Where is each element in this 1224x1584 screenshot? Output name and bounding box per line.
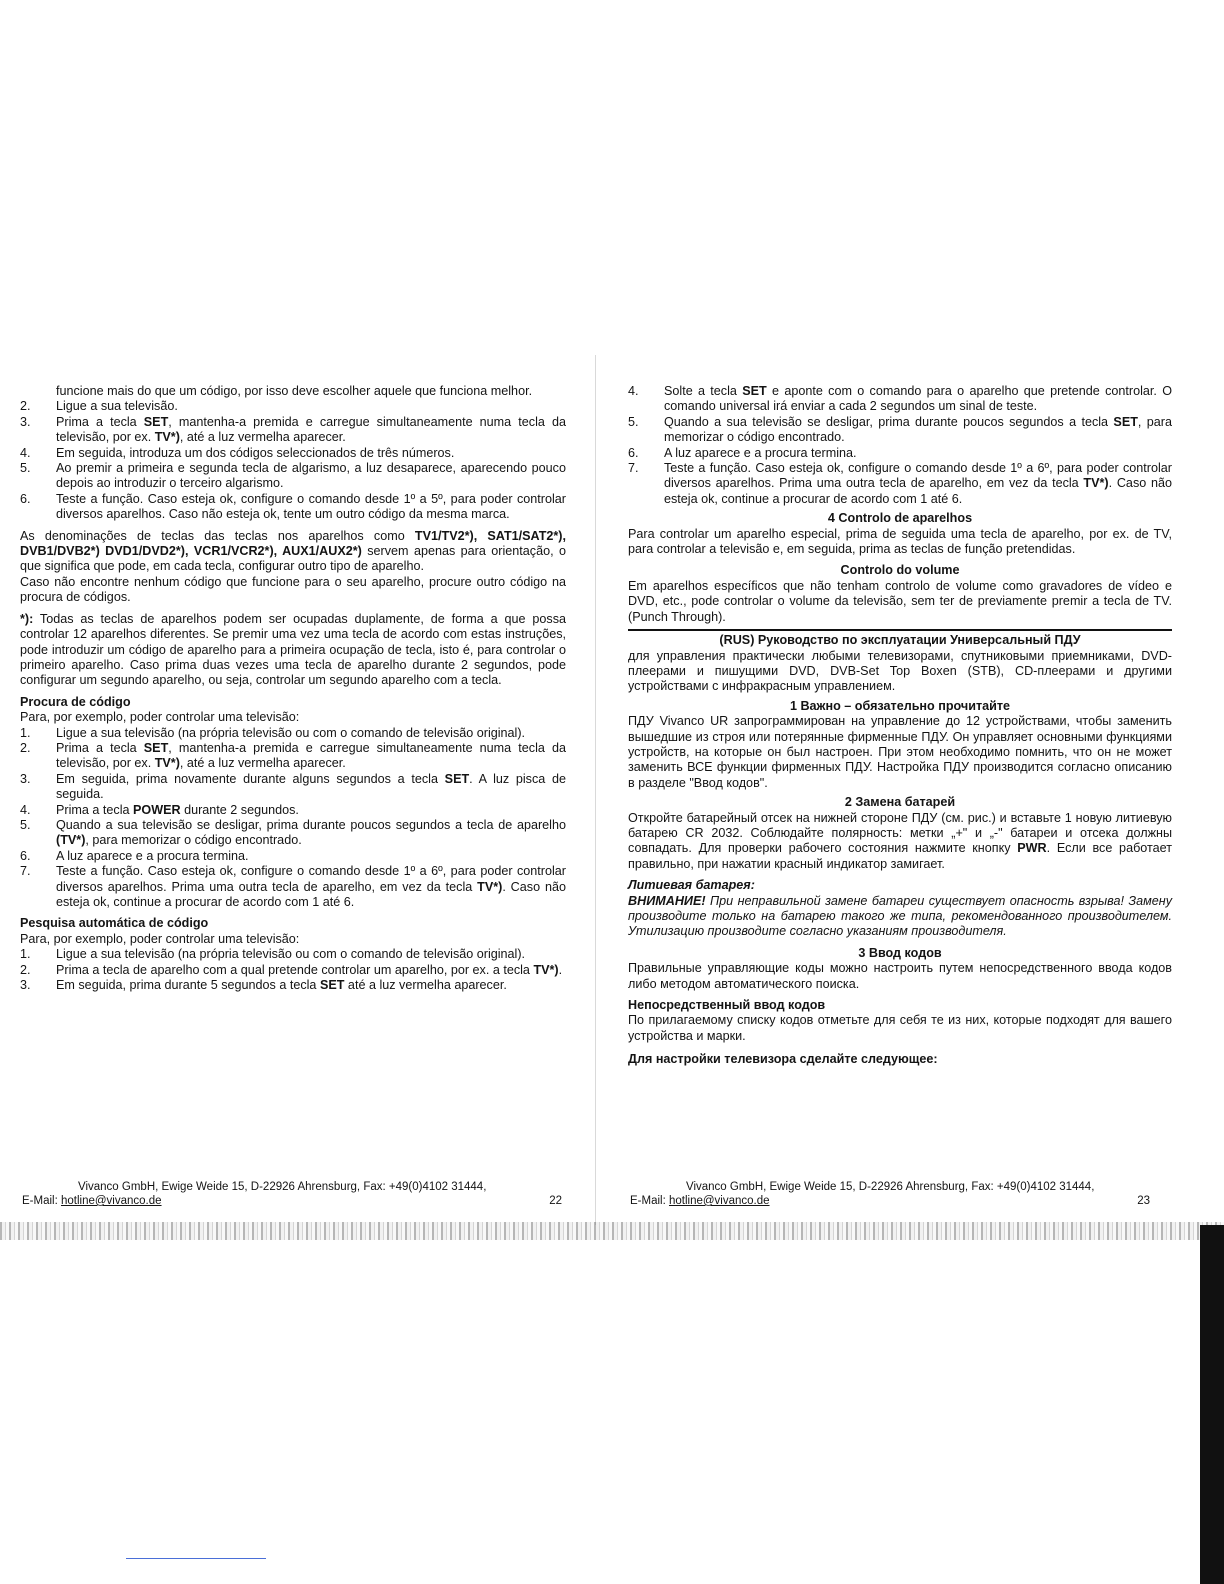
list-item <box>20 849 566 864</box>
list-item-text: Prima a tecla SET, mantenha-a premida e carregue simultaneamente numa tecla da televisão, por ex. TV*), até a luz vermelha aparecer. <box>56 740 566 771</box>
setup-list <box>20 399 566 522</box>
no-code-text: Caso não encontre nenhum código que funcione para o seu aparelho, procure outro código na procura de códigos. <box>20 574 566 605</box>
heading-auto-search: Pesquisa automática de código <box>20 916 209 931</box>
important-text: ПДУ Vivanco UR запрограммирован на управление до 12 устройствами, чтобы заменить вышедшие из строя или потерянные фирменные ПДУ. Он управляет основными функциями устройств, на которые он был настроен. При этом необходимо помнить, что он не может заменить ВСЕ функции фирменных ПДУ. Настройка ПДУ производится согласно описанию в разделе "Ввод кодов". <box>628 714 1172 790</box>
list-item <box>20 741 566 772</box>
volume-control-text: Em aparelhos específicos que não tenham controlo de volume como gravadores de vídeo e DVD, etc., pode controlar o volume da televisão, sem ter de previamente premir a tecla de TV. (Punch Through). <box>628 578 1172 624</box>
list-item <box>628 461 1172 507</box>
heading-code-search: Procura de código <box>20 694 131 709</box>
heading-tv-setup: Для настройки телевизора сделайте следующее: <box>628 1052 938 1067</box>
list-item-number: 5. <box>20 817 31 832</box>
list-item <box>20 772 566 803</box>
list-item-number: 3. <box>20 414 31 429</box>
list-item-text: Ligue a sua televisão (na própria televisão ou com o comando de televisão original). <box>56 725 526 740</box>
footer-address: Vivanco GmbH, Ewige Weide 15, D-22926 Ahrensburg, Fax: +49(0)4102 31444, <box>78 1181 487 1193</box>
direct-entry-text: По прилагаемому списку кодов отметьте для себя те из них, которые подходят для вашего устройства и марки. <box>628 1013 1172 1043</box>
list-item-text: Prima a tecla SET, mantenha-a premida e carregue simultaneamente numa tecla da televisão, por ex. TV*), até a luz vermelha aparecer. <box>56 414 566 445</box>
list-item <box>628 384 1172 415</box>
list-item-number: 5. <box>20 461 31 476</box>
device-control-text: Para controlar um aparelho especial, prima de seguida uma tecla de aparelho, por ex. de TV, para controlar a televisão e, em seguida, prima as teclas de função pretendidas. <box>628 526 1172 557</box>
list-item <box>20 818 566 849</box>
list-item-number: 4. <box>20 445 31 460</box>
heading-rus-manual: (RUS) Руководство по эксплуатации Универсальный ПДУ <box>719 633 1081 648</box>
list-item <box>20 803 566 818</box>
footer-right <box>630 1180 1150 1208</box>
list-item-number: 4. <box>20 802 31 817</box>
list-item-number: 2. <box>20 399 31 414</box>
list-item <box>20 947 566 962</box>
code-search-list <box>20 726 566 911</box>
list-item <box>20 399 566 414</box>
list-item-text: Prima a tecla de aparelho com a qual pretende controlar um aparelho, por ex. a tecla TV*). <box>56 962 563 977</box>
continued-text: funcione mais do que um código, por isso deve escolher aquele que funciona melhor. <box>56 384 533 398</box>
footer-left <box>22 1180 562 1208</box>
list-item-text: A luz aparece e a procura termina. <box>664 445 857 460</box>
list-item-text: Ligue a sua televisão. <box>56 399 178 414</box>
list-item-text: Teste a função. Caso esteja ok, configure o comando desde 1º a 6º, para poder controlar diversos aparelhos. Prima uma outra tecla de aparelho, em vez da tecla TV*). Caso não esteja ok, continue a procurar de acordo com 1 até 6. <box>664 461 1172 506</box>
scan-artifact-band <box>0 1222 1224 1240</box>
list-item-number: 7. <box>20 864 31 879</box>
lithium-battery-title: Литиевая батарея: <box>628 878 755 893</box>
page-fold <box>595 355 596 1225</box>
list-item-text: Em seguida, prima novamente durante alguns segundos a tecla SET. A luz pisca de seguida. <box>56 771 566 802</box>
list-item-number: 2. <box>20 962 31 977</box>
right-page <box>628 384 1172 1068</box>
scan-blue-line <box>126 1558 266 1559</box>
auto-search-list <box>20 947 566 993</box>
list-item <box>20 963 566 978</box>
list-item <box>20 492 566 523</box>
list-item-number: 5. <box>628 414 639 429</box>
footer-address: Vivanco GmbH, Ewige Weide 15, D-22926 Ahrensburg, Fax: +49(0)4102 31444, <box>686 1181 1095 1193</box>
left-page <box>20 384 566 993</box>
list-item-text: Em seguida, introduza um dos códigos seleccionados de três números. <box>56 445 455 460</box>
list-item-text: Ligue a sua televisão (na própria televisão ou com o comando de televisão original). <box>56 947 526 962</box>
auto-search-intro: Para, por exemplo, poder controlar uma televisão: <box>20 931 300 946</box>
heading-direct-entry: Непосредственный ввод кодов <box>628 998 826 1013</box>
list-item-text: Teste a função. Caso esteja ok, configure o comando desde 1º a 6º, para poder controlar diversos aparelhos. Prima uma outra tecla de aparelho, em vez da tecla TV*). Caso não esteja ok, continue a procurar de acordo com 1 até 6. <box>56 864 566 909</box>
lithium-warning-text: ВНИМАНИЕ! При неправильной замене батареи существует опасность взрыва! Замену производите только на батарею такого же типа, рекомендованного производителем. Утилизацию производите согласно указаниям производителя. <box>628 893 1172 939</box>
page-number: 22 <box>549 1195 562 1207</box>
list-item-number: 3. <box>20 771 31 786</box>
scan-dark-edge <box>1200 1225 1224 1584</box>
list-item-text: Prima a tecla POWER durante 2 segundos. <box>56 802 299 817</box>
footer-email-label: E-Mail: <box>22 1195 58 1207</box>
list-item-number: 6. <box>20 491 31 506</box>
key-denominations-text: As denominações de teclas das teclas nos aparelhos como TV1/TV2*), SAT1/SAT2*), DVB1/DVB2*) DVD1/DVD2*), VCR1/VCR2*), AUX1/AUX2*) servem apenas para orientação, o que significa que pode, em cada tecla, configurar outro tipo de aparelho. <box>20 528 566 574</box>
list-item <box>628 446 1172 461</box>
list-item-text: Quando a sua televisão se desligar, prima durante poucos segundos a tecla de aparelho (TV*), para memorizar o código encontrado. <box>56 817 566 848</box>
list-item-number: 6. <box>20 848 31 863</box>
list-item-text: A luz aparece e a procura termina. <box>56 848 249 863</box>
battery-text: Откройте батарейный отсек на нижней стороне ПДУ (см. рис.) и вставьте 1 новую литиевую батарею CR 2032. Соблюдайте полярность: метки „+" и „-" батареи и отсека должны совпадать. Для проверки рабочего состояния нажмите кнопку PWR. Если все работает правильно, при нажатии красный индикатор замигает. <box>628 810 1172 871</box>
footer-email-line <box>630 1194 1150 1208</box>
list-item <box>628 415 1172 446</box>
list-item-number: 4. <box>628 384 639 398</box>
heading-device-control: 4 Controlo de aparelhos <box>827 511 973 526</box>
section-divider <box>628 629 1172 631</box>
list-item <box>20 461 566 492</box>
list-item-number: 2. <box>20 740 31 755</box>
list-item <box>20 415 566 446</box>
auto-search-list-continued <box>628 384 1172 507</box>
list-item <box>20 726 566 741</box>
list-item-text: Solte a tecla SET e aponte com o comando para o aparelho que pretende controlar. O comando universal irá enviar a cada 2 segundos um sinal de teste. <box>664 384 1172 414</box>
footnote-text: *): Todas as teclas de aparelhos podem ser ocupadas duplamente, de forma a que possa controlar 12 aparelhos diferentes. Se premir uma vez uma tecla de acordo com estas instruções, pode introduzir um código de aparelho para a primeira ocupação de tecla, isto é, para controlar o primeiro aparelho. Caso prima duas vezes uma tecla de aparelho durante 2 segundos, pode configurar um segundo aparelho, ou seja, controlar um segundo aparelho com a tecla. <box>20 611 566 688</box>
footer-email-link[interactable]: hotline@vivanco.de <box>668 1195 770 1207</box>
footer-email-link[interactable]: hotline@vivanco.de <box>60 1195 162 1207</box>
heading-battery: 2 Замена батарей <box>844 795 956 810</box>
footer-email-label: E-Mail: <box>630 1195 666 1207</box>
page-number: 23 <box>1137 1195 1150 1207</box>
list-item <box>20 864 566 910</box>
heading-volume-control: Controlo do volume <box>840 563 960 578</box>
footer-email-line <box>22 1194 562 1208</box>
list-item <box>20 978 566 993</box>
list-item-text: Teste a função. Caso esteja ok, configure o comando desde 1º a 5º, para poder controlar diversos aparelhos. Caso não esteja ok, tente um outro código da mesma marca. <box>56 491 566 522</box>
heading-important: 1 Важно – обязательно прочитайте <box>789 698 1011 713</box>
list-item-number: 1. <box>20 725 31 740</box>
list-item-text: Quando a sua televisão se desligar, prima durante poucos segundos a tecla SET, para memorizar o código encontrado. <box>664 414 1172 445</box>
list-item-number: 3. <box>20 978 31 993</box>
list-item-text: Em seguida, prima durante 5 segundos a tecla SET até a luz vermelha aparecer. <box>56 978 507 993</box>
list-item-number: 1. <box>20 947 31 962</box>
list-item-number: 6. <box>628 445 639 460</box>
list-item-number: 7. <box>628 461 639 476</box>
code-entry-text: Правильные управляющие коды можно настроить путем непосредственного ввода кодов либо методом автоматического поиска. <box>628 961 1172 991</box>
heading-code-entry: 3 Ввод кодов <box>858 945 942 960</box>
list-item <box>20 446 566 461</box>
code-search-intro: Para, por exemplo, poder controlar uma televisão: <box>20 710 300 725</box>
list-item-text: Ao premir a primeira e segunda tecla de algarismo, a luz desaparece, aparecendo pouco depois ao introduzir o terceiro algarismo. <box>56 461 566 491</box>
rus-intro-text: для управления практически любыми телевизорами, спутниковыми приемниками, DVD-плеерами и пишущими DVD, DVB-Set Top Boxen (STB), CD-плеерами и другими устройствами с инфракрасным управлением. <box>628 648 1172 694</box>
